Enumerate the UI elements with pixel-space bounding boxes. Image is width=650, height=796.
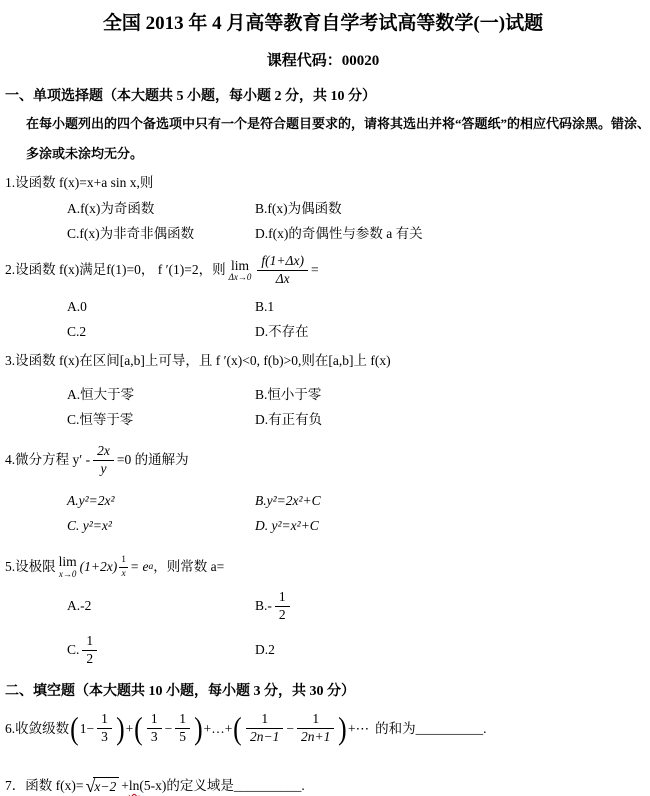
q1-options-row-2 <box>67 224 641 244</box>
q5-option-a: A.-2 <box>67 598 92 614</box>
exponent-fraction: $\frac{1}{x}$ <box>121 555 126 579</box>
fraction: $\frac{1}{2n-1}$ <box>246 711 283 746</box>
left-paren: ( <box>233 710 242 747</box>
fraction: $\frac{1}{5}$ <box>175 711 190 746</box>
q1-option-b: B.f(x)为偶函数 <box>255 200 342 216</box>
q5-stem <box>5 554 641 580</box>
q4-stem <box>5 443 641 478</box>
cdots-plus: +⋯ <box>348 720 370 736</box>
q2-option-c: C.2 <box>67 324 87 340</box>
q6-stem-tail: 的和为 <box>375 720 416 736</box>
q1-options-row-1 <box>67 199 641 219</box>
section2-heading: 二、填空题（本大题共 10 小题，每小题 3 分，共 30 分） <box>5 684 355 700</box>
right-paren: ) <box>338 710 347 747</box>
q6-term1-one: 1− <box>79 720 95 736</box>
q4-stem-text: 4.微分方程 y′ - <box>5 452 91 468</box>
q4-options-row-1 <box>67 491 641 511</box>
q5-stem-tail: ，则常数 a= <box>153 559 225 575</box>
q2-option-d: D.不存在 <box>255 324 309 340</box>
q3-option-b: B.恒小于零 <box>255 386 322 402</box>
q3-options-row-2 <box>67 410 641 430</box>
q7-stem <box>5 776 641 796</box>
q3-options-row-1 <box>67 385 641 405</box>
q5-stem-text: 5.设极限 <box>5 559 56 575</box>
left-paren: ( <box>70 710 79 747</box>
limit-notation: lim Δx→0 <box>228 257 252 283</box>
fraction: $\frac{1}{2n+1}$ <box>297 711 334 746</box>
q5-option-c: C. $\frac{1}{2}$ <box>67 633 255 668</box>
q6-stem <box>5 711 641 746</box>
q5-option-b: B.- $\frac{1}{2}$ <box>255 589 293 624</box>
q7-stem-text: 7．函数 f(x)= <box>5 778 84 794</box>
q1-option-a: A.f(x)为奇函数 <box>67 200 155 216</box>
q3-option-a: A.恒大于零 <box>67 386 135 402</box>
q4-option-c: C. y²=x² <box>67 518 112 534</box>
fraction: $\frac{1}{2}$ <box>82 633 97 668</box>
q6-stem-text: 6.收敛级数 <box>5 720 70 736</box>
q7-answer-blank: __________. <box>233 778 305 794</box>
q4-option-d: D. y²=x²+C <box>255 518 319 534</box>
q5-option-d: D.2 <box>255 641 275 657</box>
plus-sign: + <box>125 720 134 736</box>
q3-option-d: D.有正有负 <box>255 411 323 427</box>
fraction: $\frac{1}{3}$ <box>97 711 112 746</box>
q2-stem <box>5 253 641 288</box>
q1-option-d: D.f(x)的奇偶性与参数 a 有关 <box>255 225 423 241</box>
q1-stem: 1.设函数 f(x)=x+a sin x,则 <box>5 175 154 191</box>
q5-options-row-1 <box>67 589 641 624</box>
q5-exponent-a: a <box>148 562 154 573</box>
ellipsis-plus: +…+ <box>203 720 233 736</box>
fraction: $\frac{1}{3}$ <box>147 711 162 746</box>
left-paren: ( <box>134 710 143 747</box>
minus-sign: − <box>164 720 173 736</box>
q5-equals-e: = e <box>129 559 149 575</box>
fraction: $\frac{2x}{y}$ <box>93 443 114 478</box>
instruction-line-2: 多涂或未涂均无分。 <box>26 145 144 161</box>
fraction: $\frac{f(1+\Delta x)}{\Delta x}$ <box>257 253 308 288</box>
q7-ln-misspell-underline: ln <box>128 778 140 794</box>
page-title: 全国 2013 年 4 月高等教育自学考试高等数学(一)试题 <box>102 13 544 34</box>
q5-options-row-2 <box>67 633 641 668</box>
q2-equals: = <box>310 262 319 278</box>
q2-options-row-2 <box>67 322 641 342</box>
q4-option-b: B.y²=2x²+C <box>255 492 321 508</box>
q4-option-a: A.y²=2x² <box>67 492 115 508</box>
plus-sign: + <box>121 778 129 794</box>
square-root: √ x−2 <box>85 777 119 796</box>
course-code: 课程代码：00020 <box>266 52 380 69</box>
q3-option-c: C.恒等于零 <box>67 411 134 427</box>
q7-stem-tail: (5-x)的定义域是 <box>139 778 234 794</box>
q2-stem-text: 2.设函数 f(x)满足f(1)=0， f ′(1)=2，则 <box>5 262 226 278</box>
q6-answer-blank: __________. <box>415 720 487 736</box>
right-paren: ) <box>115 710 125 747</box>
fraction: $\frac{1}{2}$ <box>275 589 290 624</box>
q2-options-row-1 <box>67 297 641 317</box>
minus-sign: − <box>286 720 295 736</box>
q3-stem: 3.设函数 f(x)在区间[a,b]上可导，且 f ′(x)<0, f(b)>0,则在[a,b]上 f(x) <box>5 353 391 369</box>
instruction-line-1: 在每小题列出的四个备选项中只有一个是符合题目要求的，请将其选出并将“答题纸”的相应代码涂黑。错涂、 <box>26 116 650 131</box>
limit-notation: lim x→0 <box>58 554 77 580</box>
q1-option-c: C.f(x)为非奇非偶函数 <box>67 225 195 241</box>
q5-base: (1+2x) <box>79 559 118 575</box>
q2-option-a: A.0 <box>67 298 87 314</box>
q2-option-b: B.1 <box>255 298 275 314</box>
section1-heading: 一、单项选择题（本大题共 5 小题，每小题 2 分，共 10 分） <box>5 89 376 104</box>
q4-stem-tail: =0 的通解为 <box>116 452 189 468</box>
q4-options-row-2 <box>67 516 641 536</box>
right-paren: ) <box>194 710 203 747</box>
